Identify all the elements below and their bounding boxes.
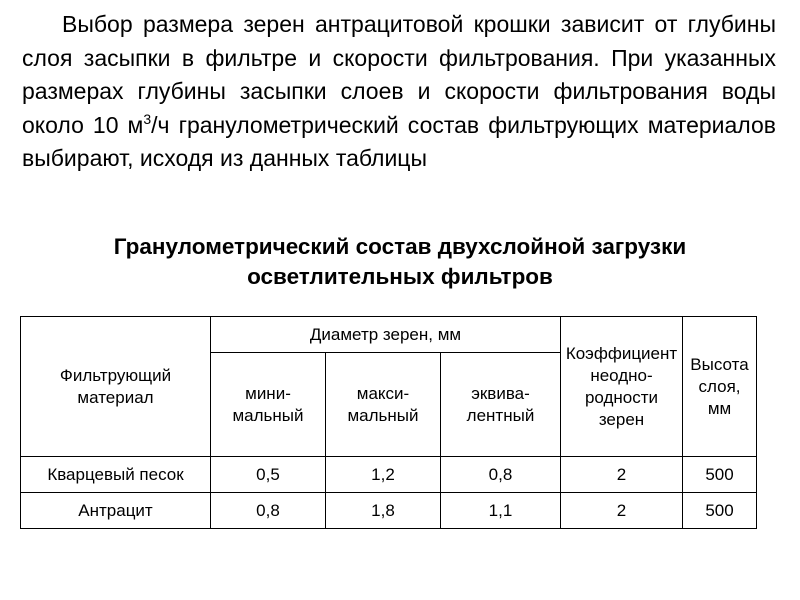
table-row <box>21 457 757 493</box>
cell-min: 0,5 <box>211 457 326 493</box>
cell-material: Кварцевый песок <box>21 457 211 493</box>
cell-equiv: 1,1 <box>441 493 561 529</box>
cell-max: 1,2 <box>326 457 441 493</box>
header-max-diameter: максимальный <box>326 353 441 457</box>
cell-max: 1,8 <box>326 493 441 529</box>
header-coefficient: Коэффициент неоднородности зерен <box>561 317 683 457</box>
cell-min: 0,8 <box>211 493 326 529</box>
cell-coefficient: 2 <box>561 457 683 493</box>
granulometric-table <box>20 316 757 529</box>
header-diameter: Диаметр зерен, мм <box>211 317 561 353</box>
cell-coefficient: 2 <box>561 493 683 529</box>
table-title-line-2: осветлительных фильтров <box>247 264 553 289</box>
cell-material: Антрацит <box>21 493 211 529</box>
intro-paragraph <box>22 8 776 176</box>
cell-equiv: 0,8 <box>441 457 561 493</box>
header-min-diameter: минимальный <box>211 353 326 457</box>
intro-text-start: Выбор размера зерен антрацитовой крошки зависит от глубины слоя засыпки в фильтре и скорости фильтрования. При указанных размерах глубины засыпки слоев и скорости фильтрования воды около 10 м <box>22 11 776 138</box>
table-title-line-1: Гранулометрический состав двухслойной загрузки <box>113 234 687 259</box>
cell-height: 500 <box>683 457 757 493</box>
header-row-top <box>21 317 757 353</box>
table-title <box>20 232 780 292</box>
header-material: Фильтрующий материал <box>21 317 211 457</box>
table-row <box>21 493 757 529</box>
header-layer-height: Высота слоя, мм <box>683 317 757 457</box>
cell-height: 500 <box>683 493 757 529</box>
intro-text-end: /ч гранулометрический состав фильтрующих материалов выбирают, исходя из данных таблицы <box>22 111 776 171</box>
header-equiv-diameter: эквивалентный <box>441 353 561 457</box>
intro-superscript: 3 <box>143 110 152 127</box>
